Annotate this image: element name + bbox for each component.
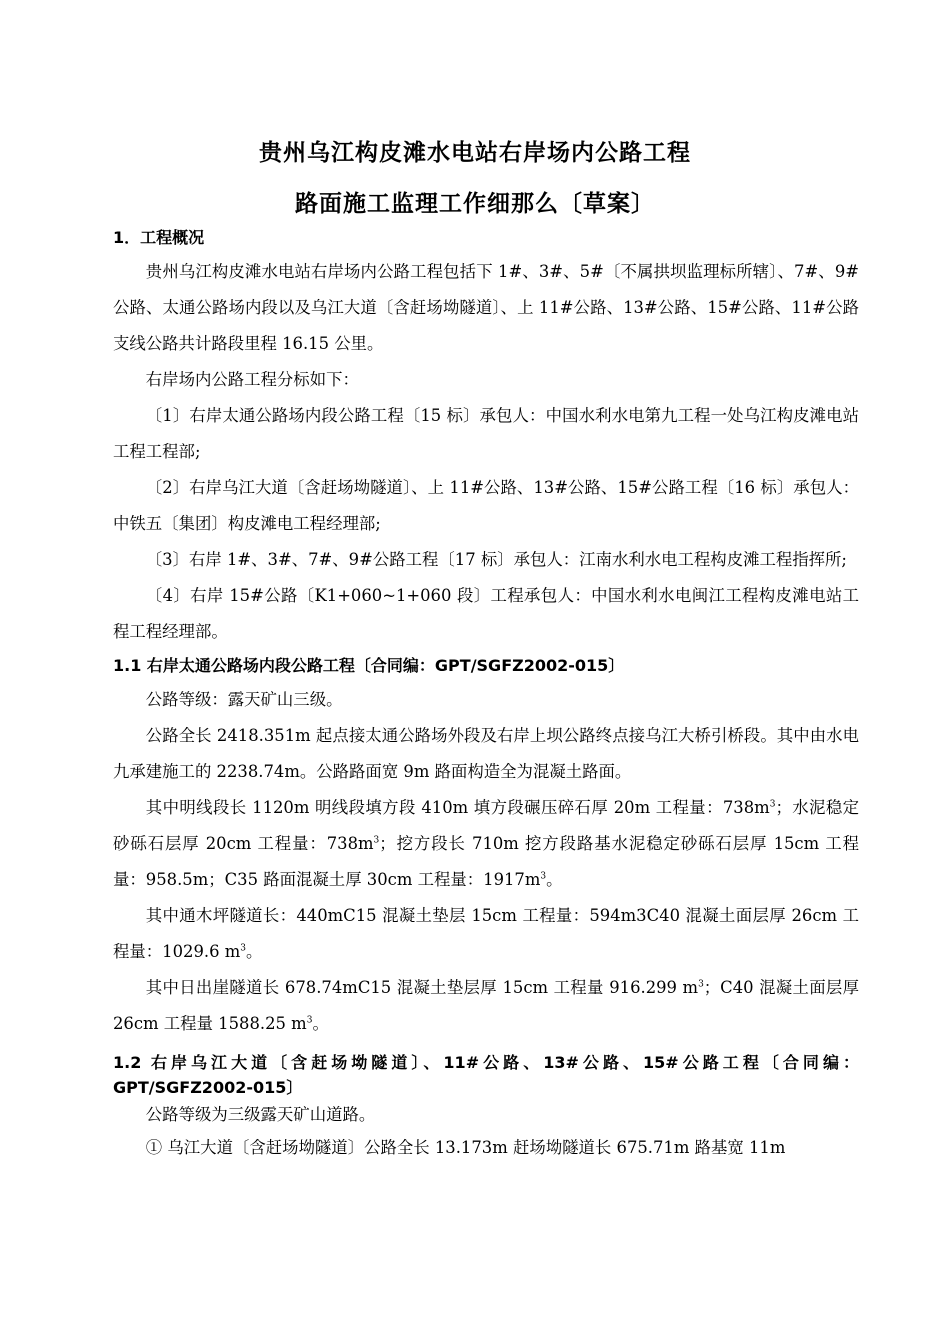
superscript: 3 [698, 979, 704, 990]
paragraph-road-grade: 公路等级：露天矿山三级。 [145, 690, 343, 709]
bid-section-item: 〔1〕右岸太通公路场内段公路工程〔15 标〕承包人：中国水利水电第九工程一处乌江构皮滩电站工程工程部; [113, 406, 859, 461]
superscript: 3 [540, 871, 547, 882]
paragraph-road-length: 公路全长 2418.351m 起点接太通公路场外段及右岸上坝公路终点接乌江大桥引桥段。其中由水电九承建施工的 2238.74m。公路路面宽 9m 路面构造全为混凝土路面。 [113, 726, 859, 781]
section-heading-1-2: 1.2 右岸乌江大道〔含赶场坳隧道〕、11#公路、13#公路、15#公路工程〔合同编：GPT/SGFZ2002-015〕 [113, 1053, 859, 1097]
document-title-line-1: 贵州乌江构皮滩水电站右岸场内公路工程 [259, 140, 691, 166]
paragraph-bid-sections-intro: 右岸场内公路工程分标如下： [145, 370, 359, 389]
superscript: 3 [306, 1015, 313, 1026]
paragraph-richuya-tunnel [113, 970, 859, 1042]
bid-section-item: 〔3〕右岸 1#、3#、7#、9#公路工程〔17 标〕承包人：江南水利水电工程构皮滩工程指挥所; [145, 550, 847, 569]
document-title-line-2: 路面施工监理工作细那么〔草案〕 [295, 191, 655, 217]
section-heading-1-1: 1.1 右岸太通公路场内段公路工程〔合同编：GPT/SGFZ2002-015〕 [113, 656, 625, 675]
text-run: 。 [312, 1014, 329, 1033]
text-run: 其中日出崖隧道长 678.74mC15 混凝土垫层厚 15cm 工程量 916.299 m [145, 978, 699, 997]
bid-section-item: 〔2〕右岸乌江大道〔含赶场坳隧道〕、上 11#公路、13#公路、15#公路工程〔16 标〕承包人：中铁五〔集团〕构皮滩电工程经理部; [113, 478, 859, 533]
superscript: 3 [769, 799, 776, 810]
text-run: 其中通木坪隧道长：440mC15 混凝土垫层 15cm 工程量：594m3C40 混凝土面层厚 26cm 工程量：1029.6 m [113, 906, 859, 961]
paragraph-tongmuping-tunnel [113, 898, 859, 970]
text-run: 其中明线段长 1120m 明线段填方段 410m 填方段碾压碎石厚 20m 工程量：738m [145, 798, 770, 817]
paragraph-wujiang-avenue: ① 乌江大道〔含赶场坳隧道〕公路全长 13.173m 赶场坳隧道长 675.71m 路基宽 11m [145, 1138, 786, 1157]
document-body [113, 222, 859, 1166]
text-run: ；水泥稳定砂砾石层厚 20cm 工程量：738m [113, 798, 860, 853]
text-run: 。 [546, 870, 563, 889]
text-run: ；挖方段长 710m 挖方段路基水泥稳定砂砾石层厚 15cm 工程量：958.5m；C35 路面混凝土厚 30cm 工程量：1917m [113, 834, 859, 889]
paragraph-road-grade-1-2: 公路等级为三级露天矿山道路。 [145, 1105, 376, 1124]
superscript: 3 [240, 943, 247, 954]
paragraph-overview: 贵州乌江构皮滩水电站右岸场内公路工程包括下 1#、3#、5#〔不属拱坝监理标所辖〕、7#、9#公路、太通公路场内段以及乌江大道〔含赶场坳隧道〕、上 11#公路、13#公路、15#公路、11#公路支线公路共计路段里程 16.15 公里。 [113, 262, 859, 353]
text-run: 。 [246, 942, 263, 961]
paragraph-open-line-section [113, 790, 859, 898]
text-run: ；C40 混凝土面层厚 26cm 工程量 1588.25 m [113, 978, 860, 1033]
superscript: 3 [373, 835, 380, 846]
section-heading-1: 1．工程概况 [113, 228, 205, 247]
bid-section-item: 〔4〕右岸 15#公路〔K1+060~1+060 段〕工程承包人：中国水利水电闽江工程构皮滩电站工程工程经理部。 [113, 586, 859, 641]
